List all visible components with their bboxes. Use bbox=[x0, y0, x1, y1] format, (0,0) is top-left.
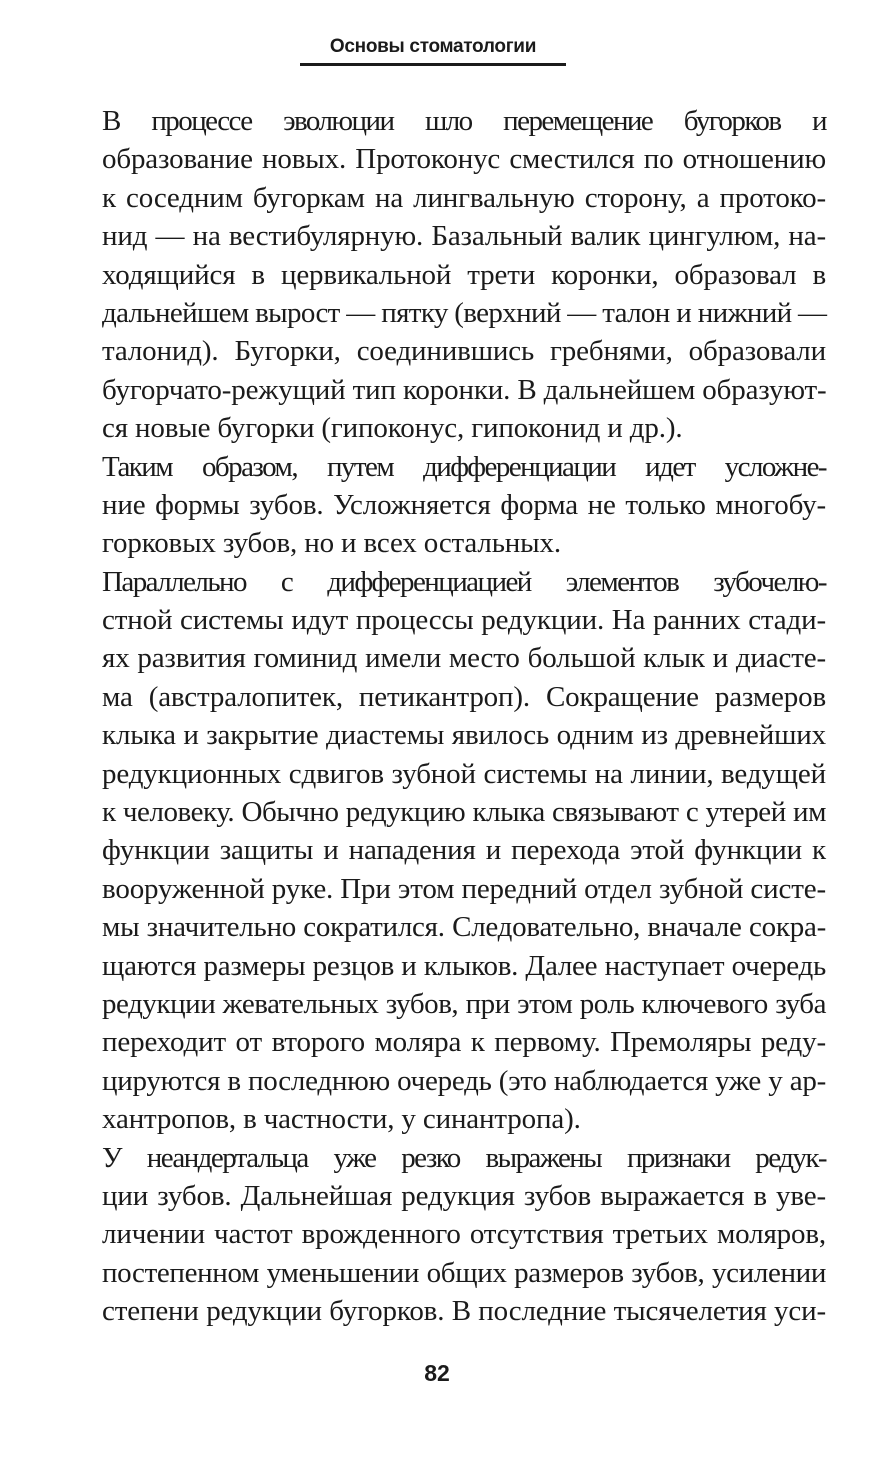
text-line: мы значительно сократился. Следовательно, вначале сокра- bbox=[102, 911, 826, 944]
text-line: вооруженной руке. При этом передний отдел зубной систе- bbox=[102, 872, 826, 905]
text-line: хантропов, в частности, у синантропа). bbox=[102, 1103, 581, 1136]
text-line: переходит от второго моляра к первому. Премоляры реду- bbox=[102, 1026, 826, 1059]
text-line: В процессе эволюции шло перемещение бугорков и bbox=[102, 105, 826, 137]
text-line: ся новые бугорки (гипоконус, гипоконид и др.). bbox=[102, 412, 683, 445]
text-line: дальнейшем вырост — пятку (верхний — талон и нижний — bbox=[102, 296, 827, 329]
header-underline bbox=[300, 63, 566, 66]
text-line: Таким образом, путем дифференциации идет усложне- bbox=[102, 450, 826, 483]
text-line: ходящийся в цервикальной трети коронки, образовал в bbox=[102, 258, 826, 291]
text-line: клыка и закрытие диастемы явилось одним из древнейших bbox=[102, 719, 826, 752]
text-line: стной системы идут процессы редукции. На ранних стади- bbox=[102, 604, 826, 637]
text-line: щаются размеры резцов и клыков. Далее наступает очередь bbox=[102, 949, 826, 982]
paragraph bbox=[48, 563, 826, 1139]
paragraph bbox=[48, 1139, 826, 1331]
text-line: ях развития гоминид имели место большой клык и диасте- bbox=[102, 642, 826, 675]
body-text bbox=[48, 102, 826, 1331]
running-header-title: Основы стоматологии bbox=[329, 36, 537, 57]
text-line: постепенном уменьшении общих размеров зубов, усилении bbox=[102, 1256, 826, 1289]
text-line: редукции жевательных зубов, при этом роль ключевого зуба bbox=[102, 987, 826, 1020]
text-line: образование новых. Протоконус сместился по отношению bbox=[102, 143, 826, 176]
text-line: бугорчато-режущий тип коронки. В дальнейшем образуют- bbox=[102, 373, 827, 406]
text-line: функции защиты и нападения и перехода этой функции к bbox=[102, 834, 826, 867]
text-line: Параллельно с дифференциацией элементов зубочелю- bbox=[102, 565, 826, 598]
text-line: горковых зубов, но и всех остальных. bbox=[102, 527, 561, 560]
text-line: У неандертальца уже резко выражены признаки редук- bbox=[102, 1141, 826, 1174]
text-line: ции зубов. Дальнейшая редукция зубов выражается в уве- bbox=[102, 1179, 826, 1212]
running-header bbox=[300, 34, 566, 70]
text-line: ние формы зубов. Усложняется форма не только многобу- bbox=[102, 488, 826, 521]
page-number: 82 bbox=[424, 1360, 450, 1386]
paragraph bbox=[48, 448, 826, 563]
text-line: к соседним бугоркам на лингвальную сторону, а протоко- bbox=[102, 181, 826, 214]
text-line: ма (австралопитек, петикантроп). Сокращение размеров bbox=[102, 680, 826, 713]
paragraph bbox=[48, 102, 826, 448]
text-line: талонид). Бугорки, соединившись гребнями, образовали bbox=[102, 335, 826, 368]
text-line: нид — на вестибулярную. Базальный валик цингулюм, на- bbox=[102, 220, 826, 253]
text-line: цируются в последнюю очередь (это наблюдается уже у ар- bbox=[102, 1064, 826, 1097]
text-line: степени редукции бугорков. В последние тысячелетия уси- bbox=[102, 1295, 826, 1328]
text-line: к человеку. Обычно редукцию клыка связывают с утерей им bbox=[102, 796, 826, 829]
text-line: личении частот врожденного отсутствия третьих моляров, bbox=[102, 1218, 826, 1251]
text-line: редукционных сдвигов зубной системы на линии, ведущей bbox=[102, 757, 826, 790]
